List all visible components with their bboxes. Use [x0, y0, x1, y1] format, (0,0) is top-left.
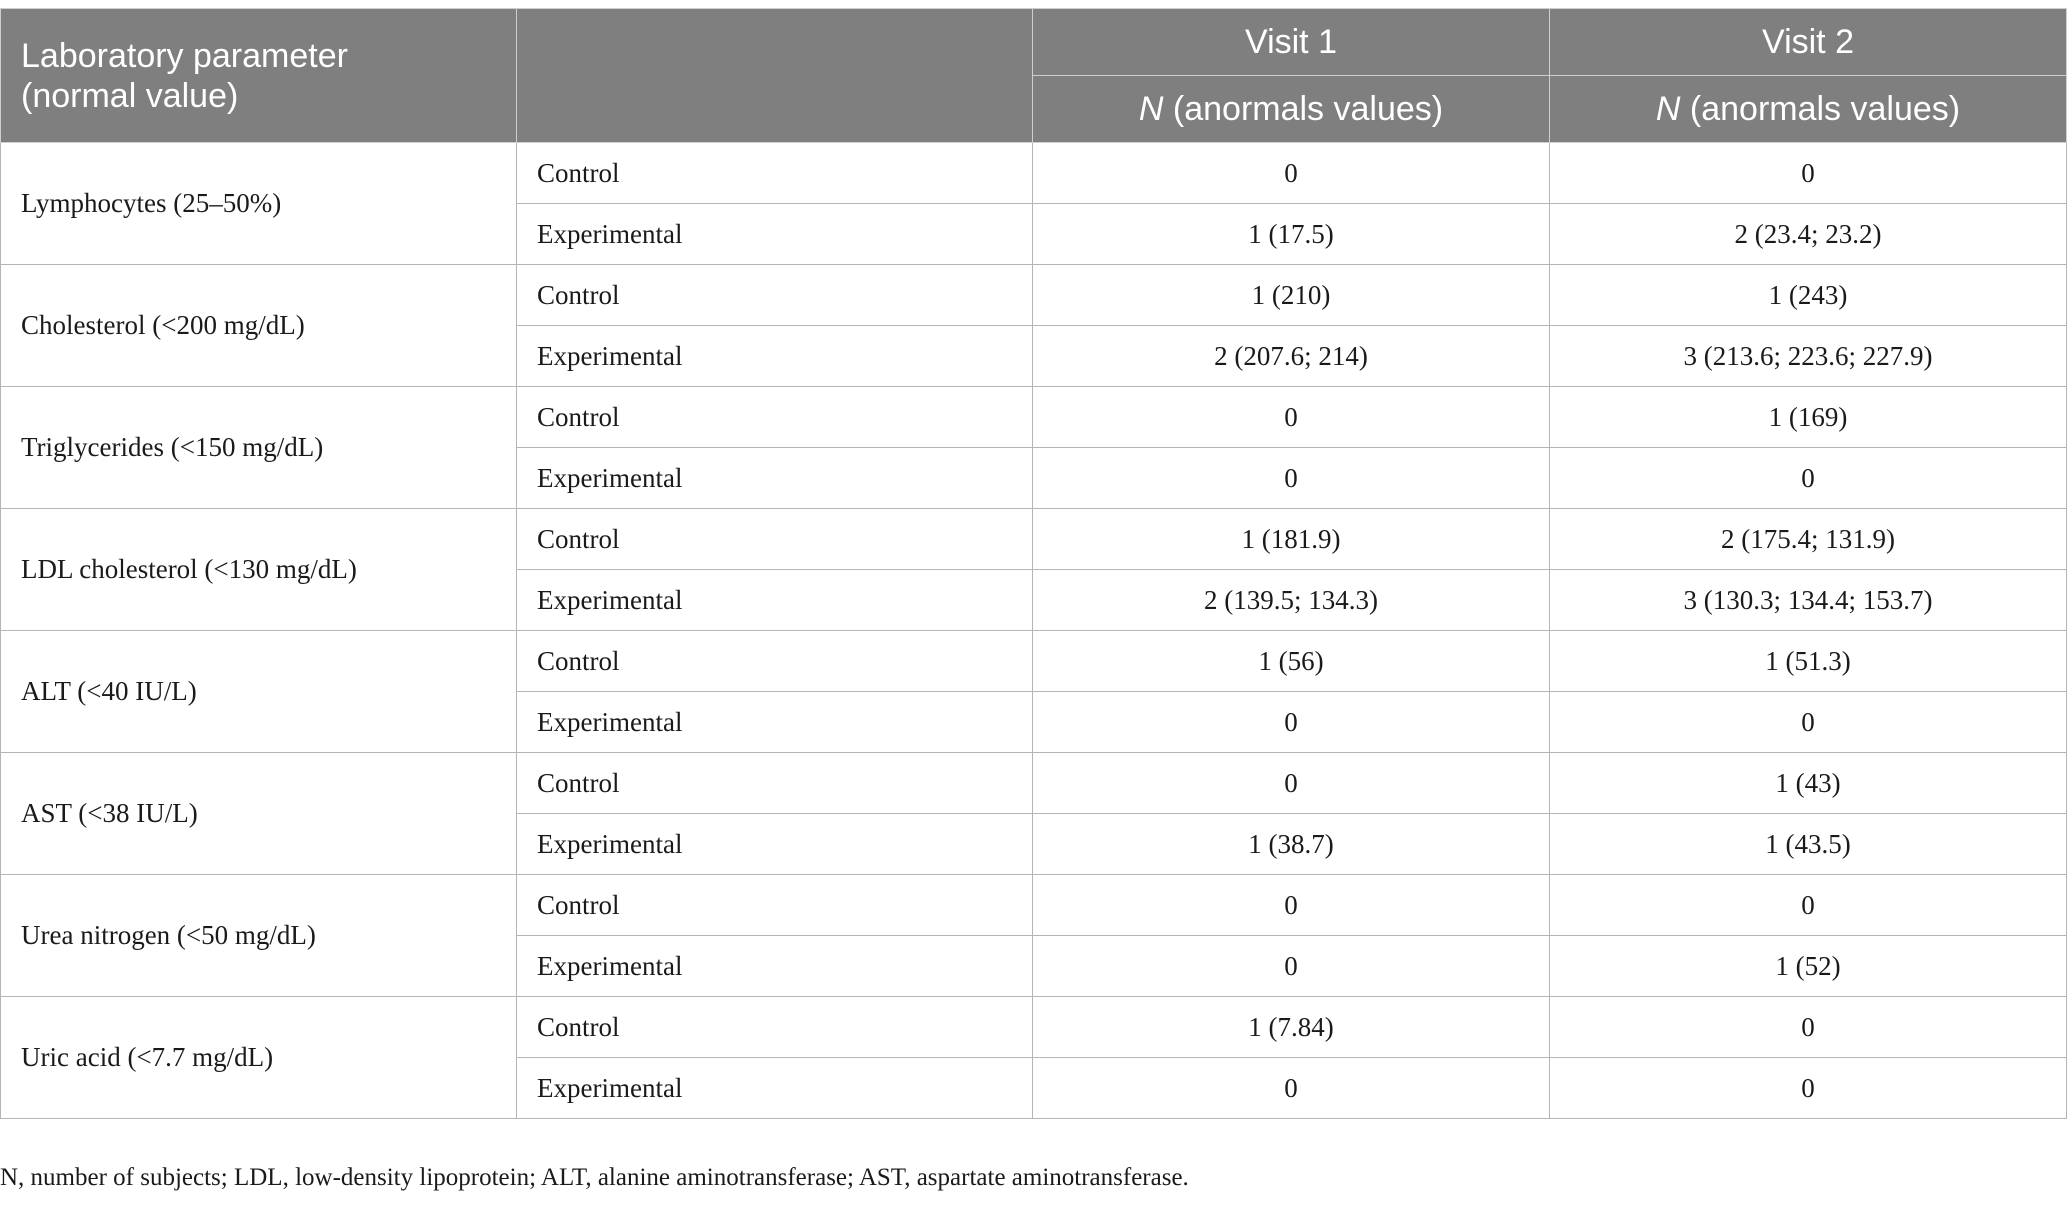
- table-row: [1, 143, 2067, 204]
- visit2-value-cell: 0: [1550, 143, 2067, 204]
- visit2-value-cell: 0: [1550, 875, 2067, 936]
- parameter-cell: Urea nitrogen (<50 mg/dL): [1, 875, 517, 997]
- group-cell: Control: [517, 265, 1033, 326]
- visit1-value-cell: 0: [1033, 936, 1550, 997]
- group-cell: Control: [517, 387, 1033, 448]
- visit1-value-cell: 1 (56): [1033, 631, 1550, 692]
- n-symbol: N: [1138, 89, 1164, 128]
- table-header: [1, 9, 2067, 143]
- parameter-cell: AST (<38 IU/L): [1, 753, 517, 875]
- visit2-subheader: [1550, 76, 2067, 143]
- visit2-value-cell: 0: [1550, 692, 2067, 753]
- visit2-value-cell: 3 (213.6; 223.6; 227.9): [1550, 326, 2067, 387]
- visit2-value-cell: 1 (51.3): [1550, 631, 2067, 692]
- subheader-text: (anormals values): [1163, 89, 1444, 128]
- table-row: [1, 997, 2067, 1058]
- parameter-cell: Uric acid (<7.7 mg/dL): [1, 997, 517, 1119]
- visit1-value-cell: 1 (38.7): [1033, 814, 1550, 875]
- group-cell: Control: [517, 143, 1033, 204]
- visit1-value-cell: 0: [1033, 692, 1550, 753]
- visit2-value-cell: 1 (169): [1550, 387, 2067, 448]
- visit1-header: Visit 1: [1033, 9, 1550, 76]
- visit2-value-cell: 2 (23.4; 23.2): [1550, 204, 2067, 265]
- visit2-value-cell: 2 (175.4; 131.9): [1550, 509, 2067, 570]
- visit2-value-cell: 0: [1550, 997, 2067, 1058]
- visit1-subheader: [1033, 76, 1550, 143]
- parameter-header-label: Laboratory parameter (normal value): [21, 36, 348, 115]
- parameter-cell: Cholesterol (<200 mg/dL): [1, 265, 517, 387]
- table-row: [1, 387, 2067, 448]
- visit1-value-cell: 0: [1033, 875, 1550, 936]
- group-cell: Control: [517, 753, 1033, 814]
- group-cell: Control: [517, 509, 1033, 570]
- n-symbol: N: [1655, 89, 1681, 128]
- visit2-value-cell: 3 (130.3; 134.4; 153.7): [1550, 570, 2067, 631]
- table-row: [1, 631, 2067, 692]
- table-row: [1, 875, 2067, 936]
- table-footnote: N, number of subjects; LDL, low-density lipoprotein; ALT, alanine aminotransferase; AST, aspartate aminotransferase.: [0, 1164, 1189, 1191]
- parameter-cell: LDL cholesterol (<130 mg/dL): [1, 509, 517, 631]
- visit1-value-cell: 1 (17.5): [1033, 204, 1550, 265]
- visit2-value-cell: 1 (243): [1550, 265, 2067, 326]
- visit1-value-cell: 0: [1033, 753, 1550, 814]
- parameter-cell: ALT (<40 IU/L): [1, 631, 517, 753]
- visit1-value-cell: 2 (139.5; 134.3): [1033, 570, 1550, 631]
- group-cell: Experimental: [517, 448, 1033, 509]
- group-cell: Experimental: [517, 204, 1033, 265]
- visit1-value-cell: 1 (7.84): [1033, 997, 1550, 1058]
- group-cell: Control: [517, 997, 1033, 1058]
- parameter-cell: Lymphocytes (25–50%): [1, 143, 517, 265]
- visit1-value-cell: 0: [1033, 448, 1550, 509]
- visit2-header: Visit 2: [1550, 9, 2067, 76]
- group-cell: Control: [517, 631, 1033, 692]
- visit2-value-cell: 0: [1550, 1058, 2067, 1119]
- table-body: [1, 143, 2067, 1119]
- visit2-value-cell: 1 (43.5): [1550, 814, 2067, 875]
- visit1-value-cell: 2 (207.6; 214): [1033, 326, 1550, 387]
- visit1-value-cell: 0: [1033, 1058, 1550, 1119]
- table-row: [1, 265, 2067, 326]
- group-cell: Experimental: [517, 326, 1033, 387]
- parameter-cell: Triglycerides (<150 mg/dL): [1, 387, 517, 509]
- visit1-value-cell: 0: [1033, 387, 1550, 448]
- visit2-value-cell: 0: [1550, 448, 2067, 509]
- visit1-value-cell: 1 (181.9): [1033, 509, 1550, 570]
- group-cell: Experimental: [517, 936, 1033, 997]
- visit1-value-cell: 0: [1033, 143, 1550, 204]
- group-cell: Experimental: [517, 814, 1033, 875]
- subheader-text: (anormals values): [1680, 89, 1961, 128]
- parameter-column-header: [1, 9, 517, 143]
- group-column-header: [517, 9, 1033, 143]
- group-cell: Experimental: [517, 1058, 1033, 1119]
- visit2-value-cell: 1 (43): [1550, 753, 2067, 814]
- lab-parameters-table: [0, 8, 2067, 1119]
- group-cell: Experimental: [517, 692, 1033, 753]
- table-row: [1, 509, 2067, 570]
- visit2-value-cell: 1 (52): [1550, 936, 2067, 997]
- visit1-value-cell: 1 (210): [1033, 265, 1550, 326]
- group-cell: Experimental: [517, 570, 1033, 631]
- lab-parameters-table-container: [0, 8, 2066, 1119]
- group-cell: Control: [517, 875, 1033, 936]
- table-row: [1, 753, 2067, 814]
